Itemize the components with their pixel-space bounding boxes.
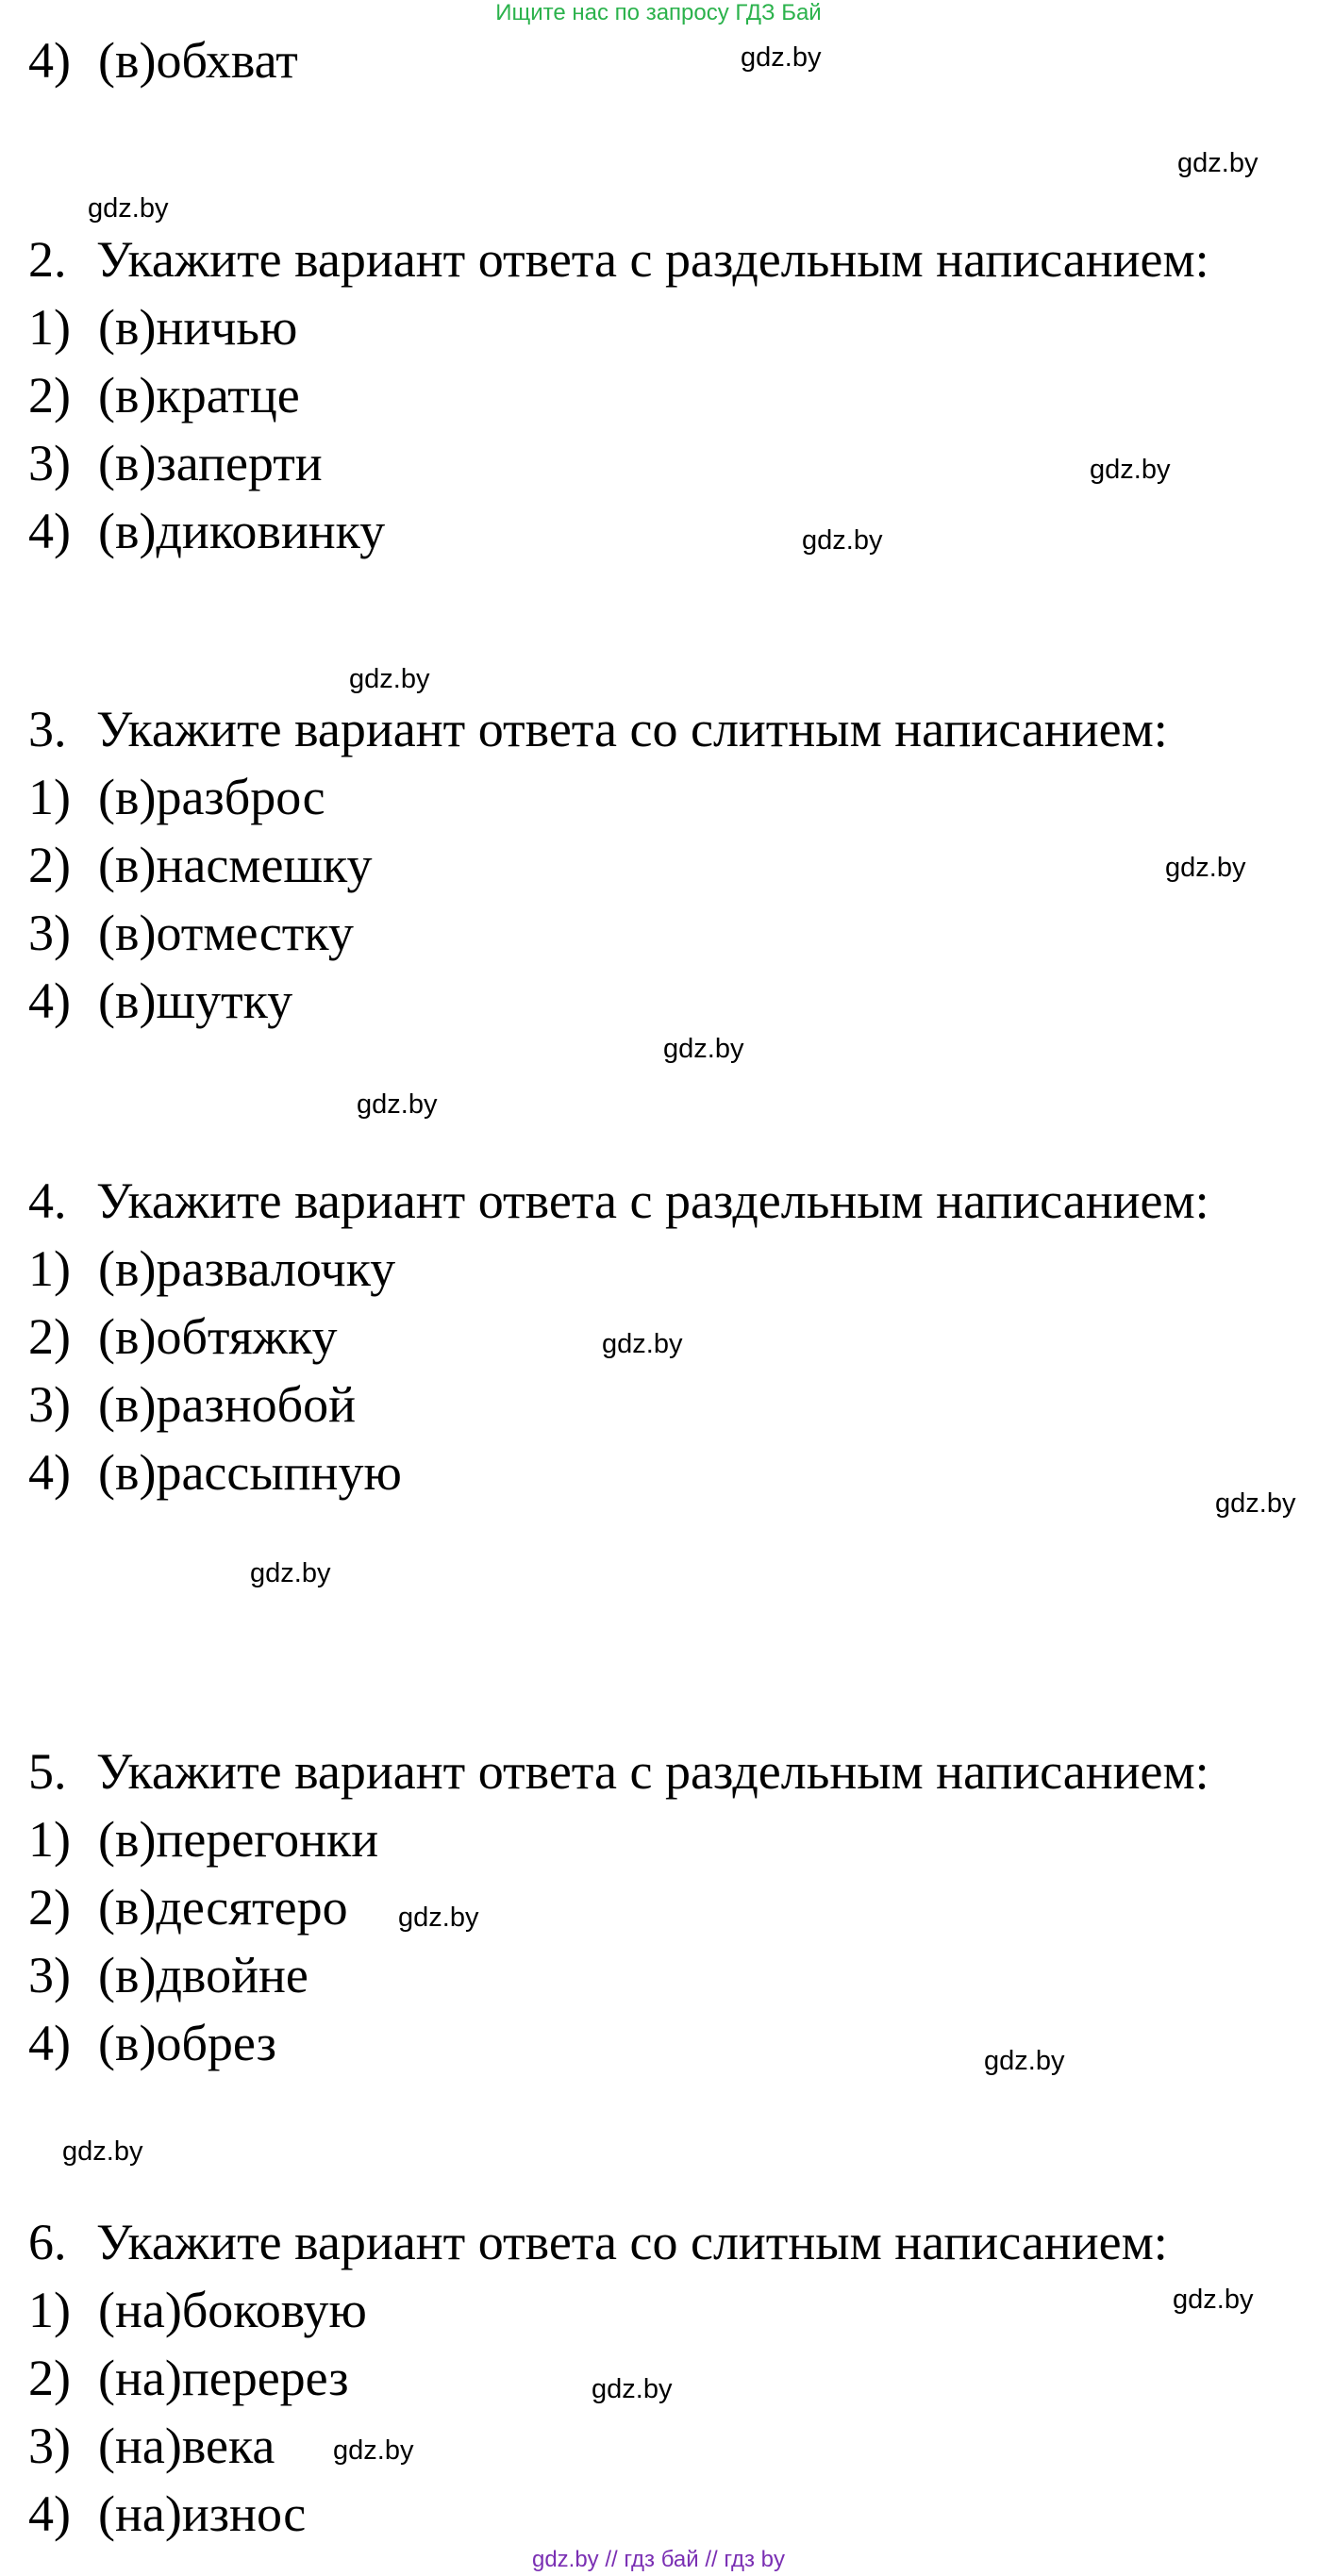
- option-text: (на)износ: [98, 2485, 307, 2542]
- option-line: [28, 1809, 378, 1870]
- option-text: (в)заперти: [98, 435, 323, 491]
- watermark: gdz.by: [398, 1903, 479, 1933]
- option-line: [28, 1374, 356, 1435]
- watermark: gdz.by: [1173, 2285, 1254, 2315]
- top-banner: Ищите нас по запросу ГДЗ Бай: [495, 0, 822, 25]
- option-number: 3): [28, 905, 71, 961]
- question-5: [28, 1741, 1209, 1802]
- option-text: (в)диковинку: [98, 503, 386, 559]
- watermark: gdz.by: [592, 2374, 673, 2404]
- option-number: 3): [28, 2418, 71, 2474]
- option-text: (в)обрез: [98, 2015, 276, 2071]
- option-number: 1): [28, 2282, 71, 2338]
- option-text: (в)обтяжку: [98, 1308, 338, 1365]
- option-number: 2): [28, 2350, 71, 2406]
- option-number: 1): [28, 1240, 71, 1297]
- option-text: (в)рассыпную: [98, 1444, 402, 1501]
- question-text: Укажите вариант ответа со слитным написанием:: [96, 701, 1168, 757]
- watermark: gdz.by: [349, 664, 430, 694]
- watermark: gdz.by: [1215, 1488, 1296, 1519]
- option-line: [28, 501, 385, 561]
- option-line: [28, 30, 298, 91]
- option-line: [28, 2280, 367, 2340]
- option-number: 1): [28, 299, 71, 356]
- option-line: [28, 297, 297, 357]
- option-line: [28, 1442, 402, 1503]
- watermark: gdz.by: [1165, 853, 1246, 883]
- watermark: gdz.by: [741, 42, 822, 73]
- question-text: Укажите вариант ответа со слитным написанием:: [96, 2214, 1168, 2270]
- watermark: gdz.by: [250, 1558, 331, 1588]
- question-6: [28, 2212, 1168, 2272]
- question-number: 5.: [28, 1743, 67, 1800]
- option-text: (в)перегонки: [98, 1811, 379, 1868]
- watermark: gdz.by: [1090, 455, 1171, 485]
- watermark: gdz.by: [357, 1089, 438, 1120]
- option-text: (в)шутку: [98, 972, 293, 1029]
- option-text: (в)ничью: [98, 299, 298, 356]
- option-line: [28, 1238, 395, 1299]
- option-line: [28, 2484, 306, 2544]
- option-number: 3): [28, 1376, 71, 1433]
- option-text: (в)разнобой: [98, 1376, 357, 1433]
- question-text: Укажите вариант ответа с раздельным написанием:: [96, 231, 1209, 288]
- footer: gdz.by // гдз бай // гдз by: [531, 2547, 786, 2572]
- option-line: [28, 903, 354, 963]
- option-number: 3): [28, 435, 71, 491]
- watermark: gdz.by: [984, 2046, 1065, 2076]
- option-line: [28, 1945, 308, 2005]
- question-text: Укажите вариант ответа с раздельным написанием:: [96, 1743, 1209, 1800]
- option-number: 3): [28, 1947, 71, 2003]
- option-text: (в)отместку: [98, 905, 354, 961]
- option-line: [28, 835, 373, 895]
- watermark: gdz.by: [62, 2136, 143, 2167]
- question-number: 6.: [28, 2214, 67, 2270]
- option-line: [28, 2348, 349, 2408]
- option-line: [28, 365, 300, 425]
- watermark: gdz.by: [1177, 148, 1259, 178]
- option-text: (в)кратце: [98, 367, 300, 424]
- watermark: gdz.by: [333, 2435, 414, 2466]
- option-text: (в)обхват: [98, 32, 298, 89]
- option-number: 2): [28, 367, 71, 424]
- question-number: 4.: [28, 1172, 67, 1229]
- option-number: 1): [28, 1811, 71, 1868]
- option-text: (в)двойне: [98, 1947, 308, 2003]
- watermark: gdz.by: [802, 525, 883, 556]
- watermark: gdz.by: [602, 1329, 683, 1359]
- question-2: [28, 229, 1209, 290]
- option-number: 4): [28, 1444, 71, 1501]
- option-number: 2): [28, 1879, 71, 1936]
- question-number: 2.: [28, 231, 67, 288]
- option-number: 4): [28, 2485, 71, 2542]
- option-line: [28, 767, 325, 827]
- watermark: gdz.by: [663, 1034, 744, 1064]
- watermark: gdz.by: [88, 193, 169, 224]
- question-3: [28, 699, 1168, 759]
- option-text: (на)перерез: [98, 2350, 349, 2406]
- option-text: (в)насмешку: [98, 837, 373, 893]
- option-text: (в)разброс: [98, 769, 325, 825]
- option-text: (на)боковую: [98, 2282, 367, 2338]
- option-number: 4): [28, 2015, 71, 2071]
- option-line: [28, 1306, 337, 1367]
- option-text: (на)века: [98, 2418, 275, 2474]
- question-text: Укажите вариант ответа с раздельным написанием:: [96, 1172, 1209, 1229]
- option-number: 4): [28, 32, 71, 89]
- option-line: [28, 433, 323, 493]
- question-number: 3.: [28, 701, 67, 757]
- option-number: 4): [28, 972, 71, 1029]
- option-line: [28, 1877, 348, 1937]
- option-number: 1): [28, 769, 71, 825]
- option-number: 2): [28, 837, 71, 893]
- option-number: 4): [28, 503, 71, 559]
- option-text: (в)десятеро: [98, 1879, 348, 1936]
- option-line: [28, 2416, 275, 2476]
- option-number: 2): [28, 1308, 71, 1365]
- option-line: [28, 971, 292, 1031]
- option-text: (в)развалочку: [98, 1240, 396, 1297]
- question-4: [28, 1171, 1209, 1231]
- option-line: [28, 2013, 276, 2073]
